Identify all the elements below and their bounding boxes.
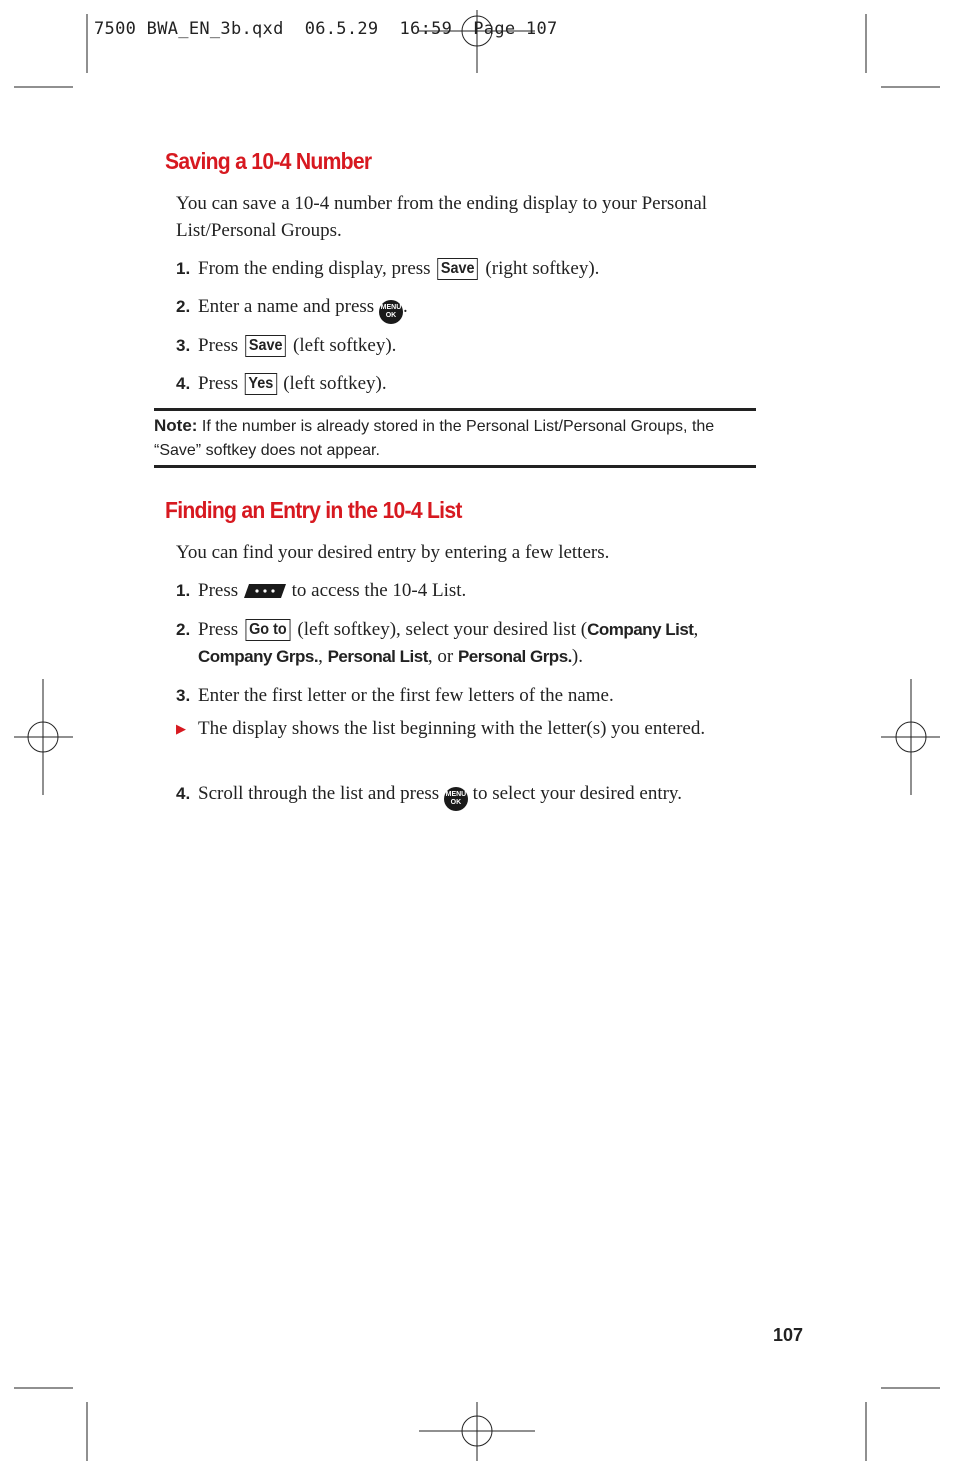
step-find-2: 2. Press Go to (left softkey), select your desired list (Company List, Company Grps., Personal List, or Personal Grps.). xyxy=(176,616,756,670)
option-company-grps: Company Grps. xyxy=(198,647,319,666)
step-number: 3. xyxy=(176,336,191,355)
step-find-3: 3. Enter the first letter or the first few letters of the name. xyxy=(176,682,756,709)
step-find-1: 1. Press to access the 10-4 List. xyxy=(176,577,756,604)
step-save-1: 1. From the ending display, press Save (right softkey). xyxy=(176,255,756,282)
step-save-4: 4. Press Yes (left softkey). xyxy=(176,370,756,397)
option-company-list: Company List xyxy=(587,620,694,639)
section-title-finding: Finding an Entry in the 10-4 List xyxy=(165,497,462,523)
step-save-2: 2. Enter a name and press MENU OK . xyxy=(176,293,756,324)
bullet-triangle-icon: ▶ xyxy=(176,721,186,736)
step-number: 4. xyxy=(176,784,191,803)
step-number: 2. xyxy=(176,297,191,316)
result-bullet: ▶ The display shows the list beginning with the letter(s) you entered. xyxy=(176,715,736,742)
option-personal-list: Personal List xyxy=(327,647,428,666)
step-number: 4. xyxy=(176,374,191,393)
section-title-saving: Saving a 10-4 Number xyxy=(165,148,372,174)
step-number: 1. xyxy=(176,259,191,278)
save-softkey-icon: Save xyxy=(438,258,479,280)
step-number: 2. xyxy=(176,620,191,639)
menu-ok-key-icon: MENU OK xyxy=(444,787,468,811)
step-find-4: 4. Scroll through the list and press MENU OK to select your desired entry. xyxy=(176,780,736,811)
page-number: 107 xyxy=(773,1325,804,1345)
step-number: 1. xyxy=(176,581,191,600)
step-save-3: 3. Press Save (left softkey). xyxy=(176,332,756,359)
step-number: 3. xyxy=(176,686,191,705)
section-intro-saving: You can save a 10-4 number from the ending display to your Personal List/Personal Groups. xyxy=(176,193,708,241)
list-key-icon xyxy=(243,583,287,599)
menu-ok-key-icon: MENU OK xyxy=(379,300,403,324)
note-box xyxy=(154,408,756,468)
save-softkey-icon: Save xyxy=(245,335,286,357)
file-slug: 7500 BWA_EN_3b.qxd 06.5.29 16:59 Page 107 xyxy=(94,19,558,39)
go-to-softkey-icon: Go to xyxy=(245,619,290,641)
option-personal-grps: Personal Grps. xyxy=(457,647,572,666)
section-intro-finding: You can find your desired entry by entering a few letters. xyxy=(176,542,610,563)
note-label: Note: xyxy=(154,416,198,435)
note-text: If the number is already stored in the Personal List/Personal Groups, the “Save” softkey does not appear. xyxy=(154,418,715,459)
yes-softkey-icon: Yes xyxy=(245,373,277,395)
